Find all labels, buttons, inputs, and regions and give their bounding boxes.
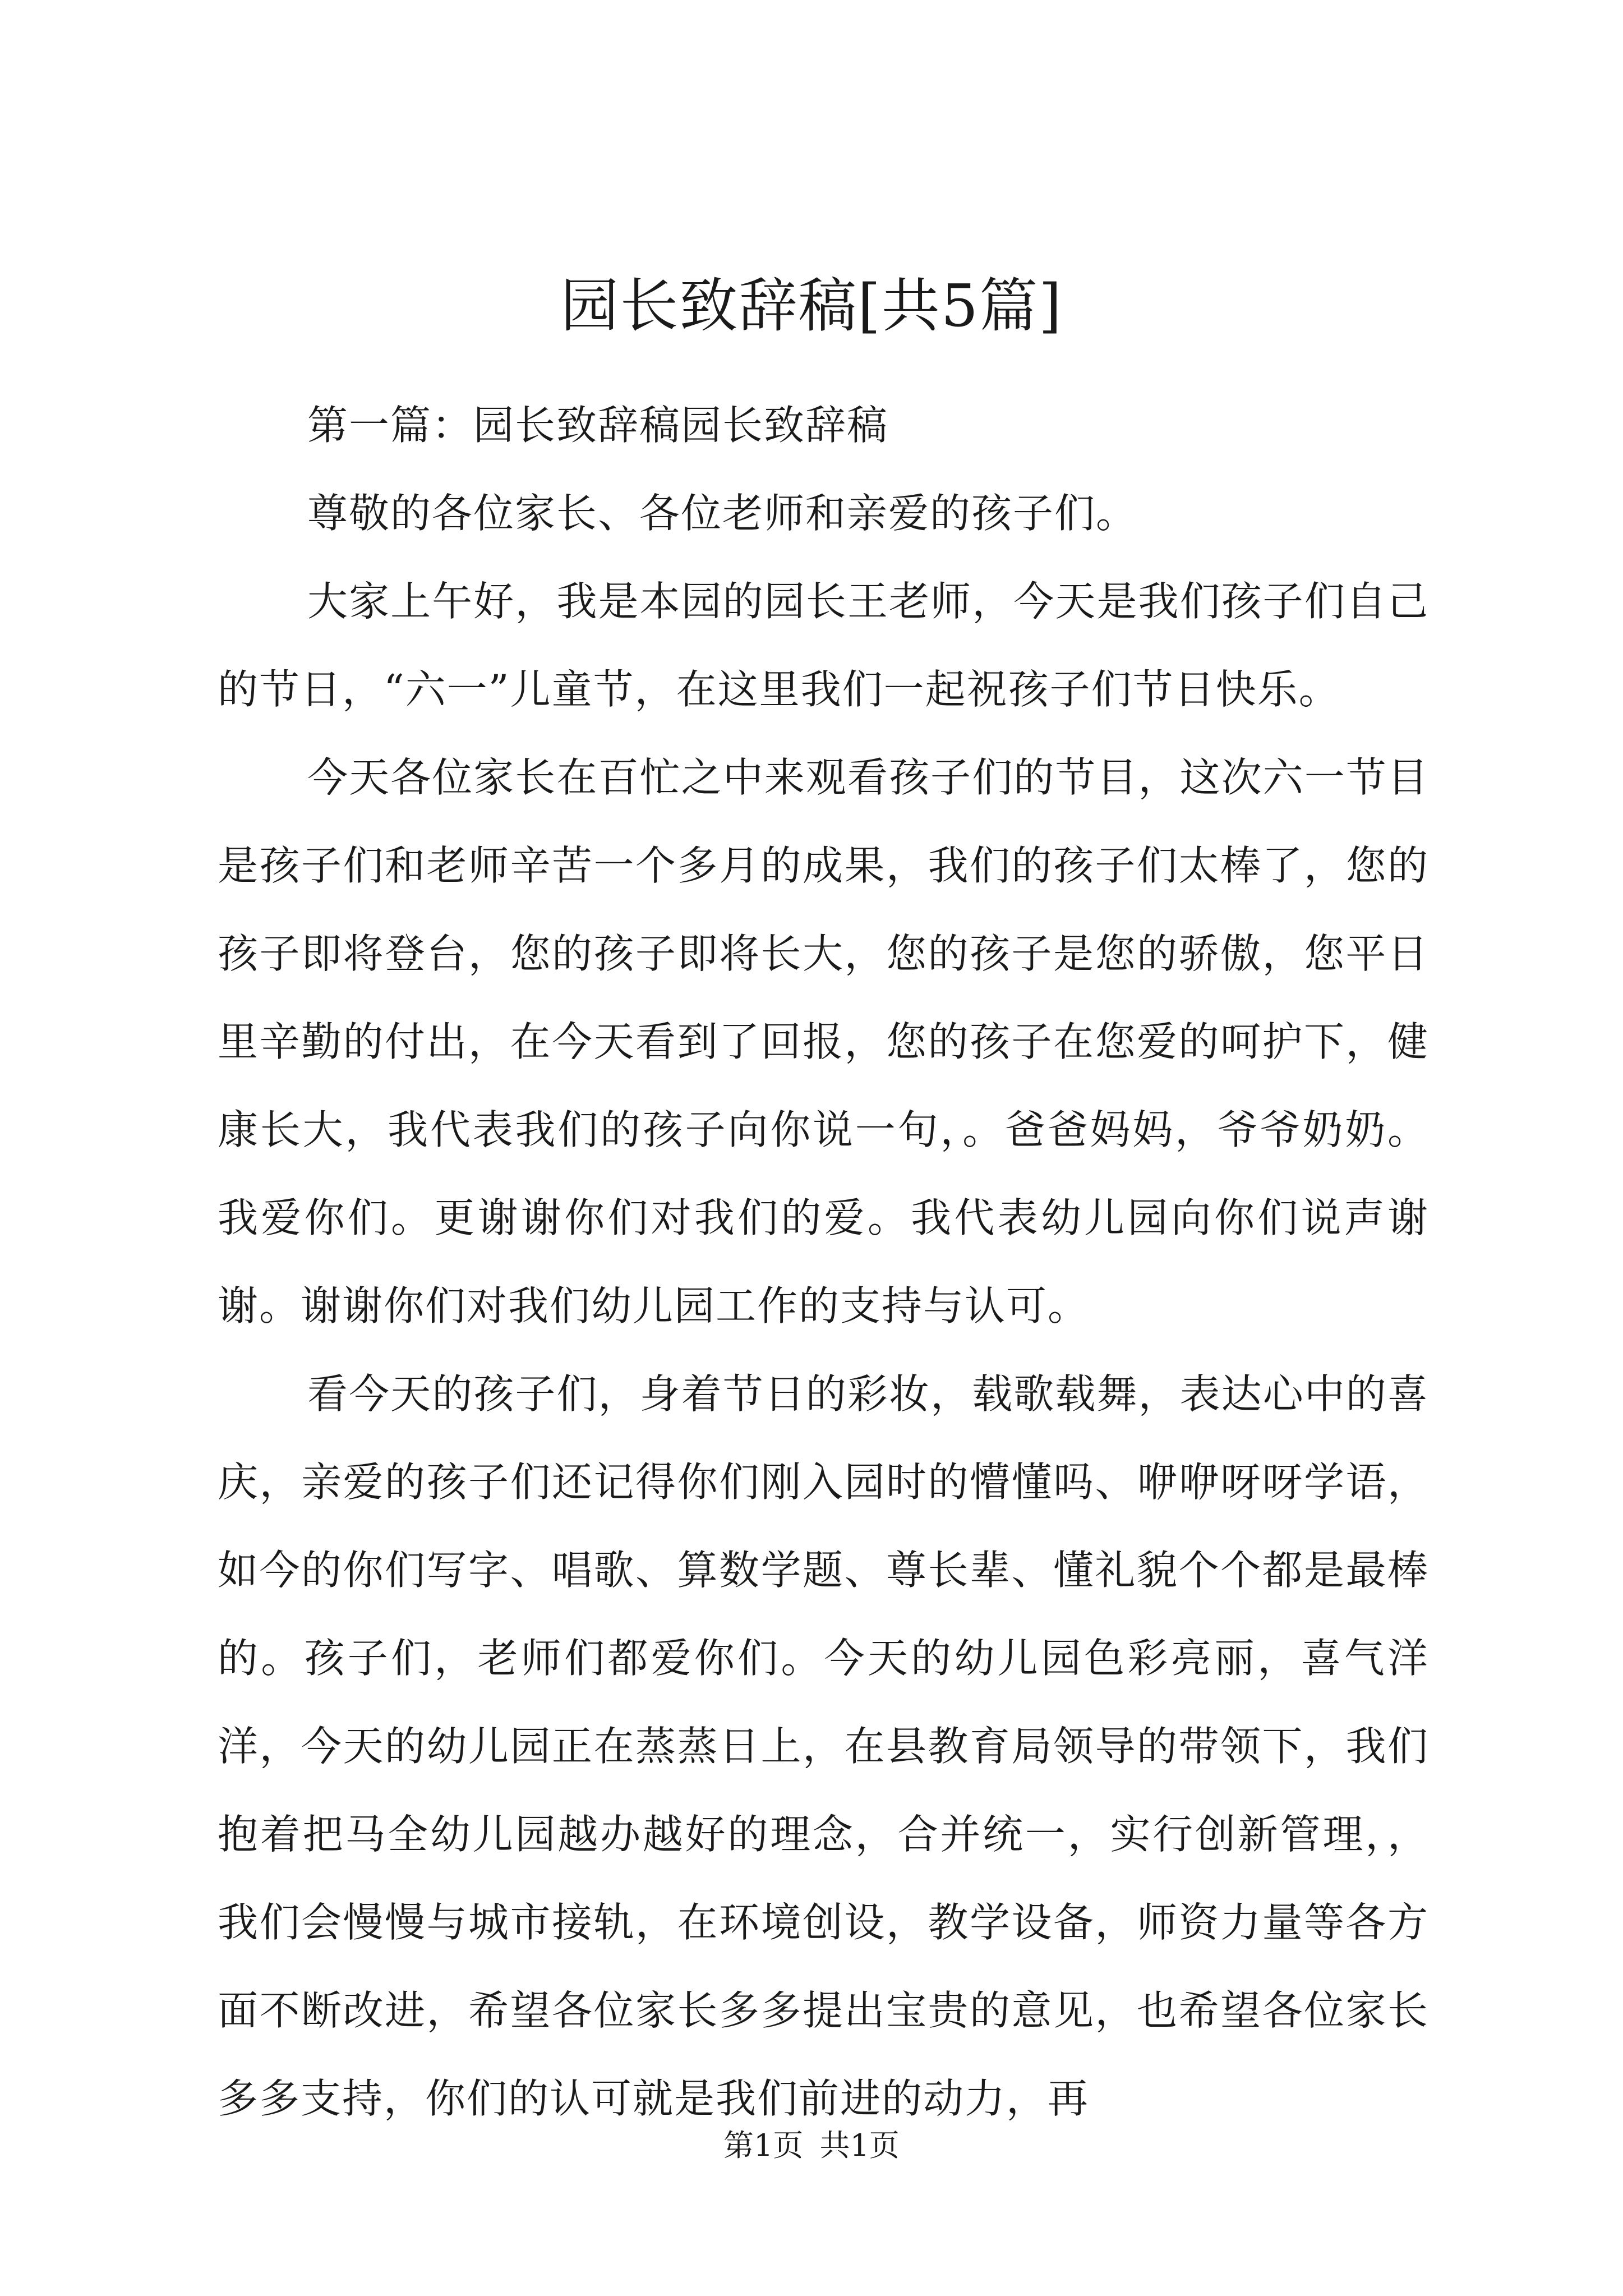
document-title: 园长致辞稿[共5篇] [560,272,1063,340]
page-footer [0,2126,1623,2165]
paragraph-thanks-parents: 今天各位家长在百忙之中来观看孩子们的节目，这次六一节目是孩子们和老师辛苦一个多月的成果，我们的孩子们太棒了，您的孩子即将登台，您的孩子即将长大，您的孩子是您的骄傲，您平日里辛勤的付出，在今天看到了回报，您的孩子在您爱的呵护下，健康长大，我代表我们的孩子向你说一句，。爸爸妈妈，爷爷奶奶。我爱你们。更谢谢你们对我们的爱。我代表幼儿园向你们说声谢谢。谢谢你们对我们幼儿园工作的支持与认可。 [218,754,1429,1329]
paragraph-children-growth: 看今天的孩子们，身着节日的彩妆，载歌载舞，表达心中的喜庆，亲爱的孩子们还记得你们刚入园时的懵懂吗、咿咿呀呀学语，如今的你们写字、唱歌、算数学题、尊长辈、懂礼貌个个都是最棒的。孩子们，老师们都爱你们。今天的幼儿园色彩亮丽，喜气洋洋，今天的幼儿园正在蒸蒸日上，在县教育局领导的带领下，我们抱着把马全幼儿园越办越好的理念，合并统一，实行创新管理，，我们会慢慢与城市接轨，在环境创设，教学设备，师资力量等各方面不断改进，希望各位家长多多提出宝贵的意见，也希望各位家长多多支持，你们的认可就是我们前进的动力，再 [218,1370,1429,2122]
page-number: 第1页 [723,2128,804,2163]
paragraph-greeting: 大家上午好，我是本园的园长王老师，今天是我们孩子们自己的节日，“六一”儿童节，在这里我们一起祝孩子们节日快乐。 [218,578,1429,713]
paragraph-salutation: 尊敬的各位家长、各位老师和亲爱的孩子们。 [307,490,1138,537]
document-body [218,381,1429,2143]
page-total: 共1页 [819,2128,900,2163]
paragraph-section-heading: 第一篇：园长致辞稿园长致辞稿 [307,402,889,449]
